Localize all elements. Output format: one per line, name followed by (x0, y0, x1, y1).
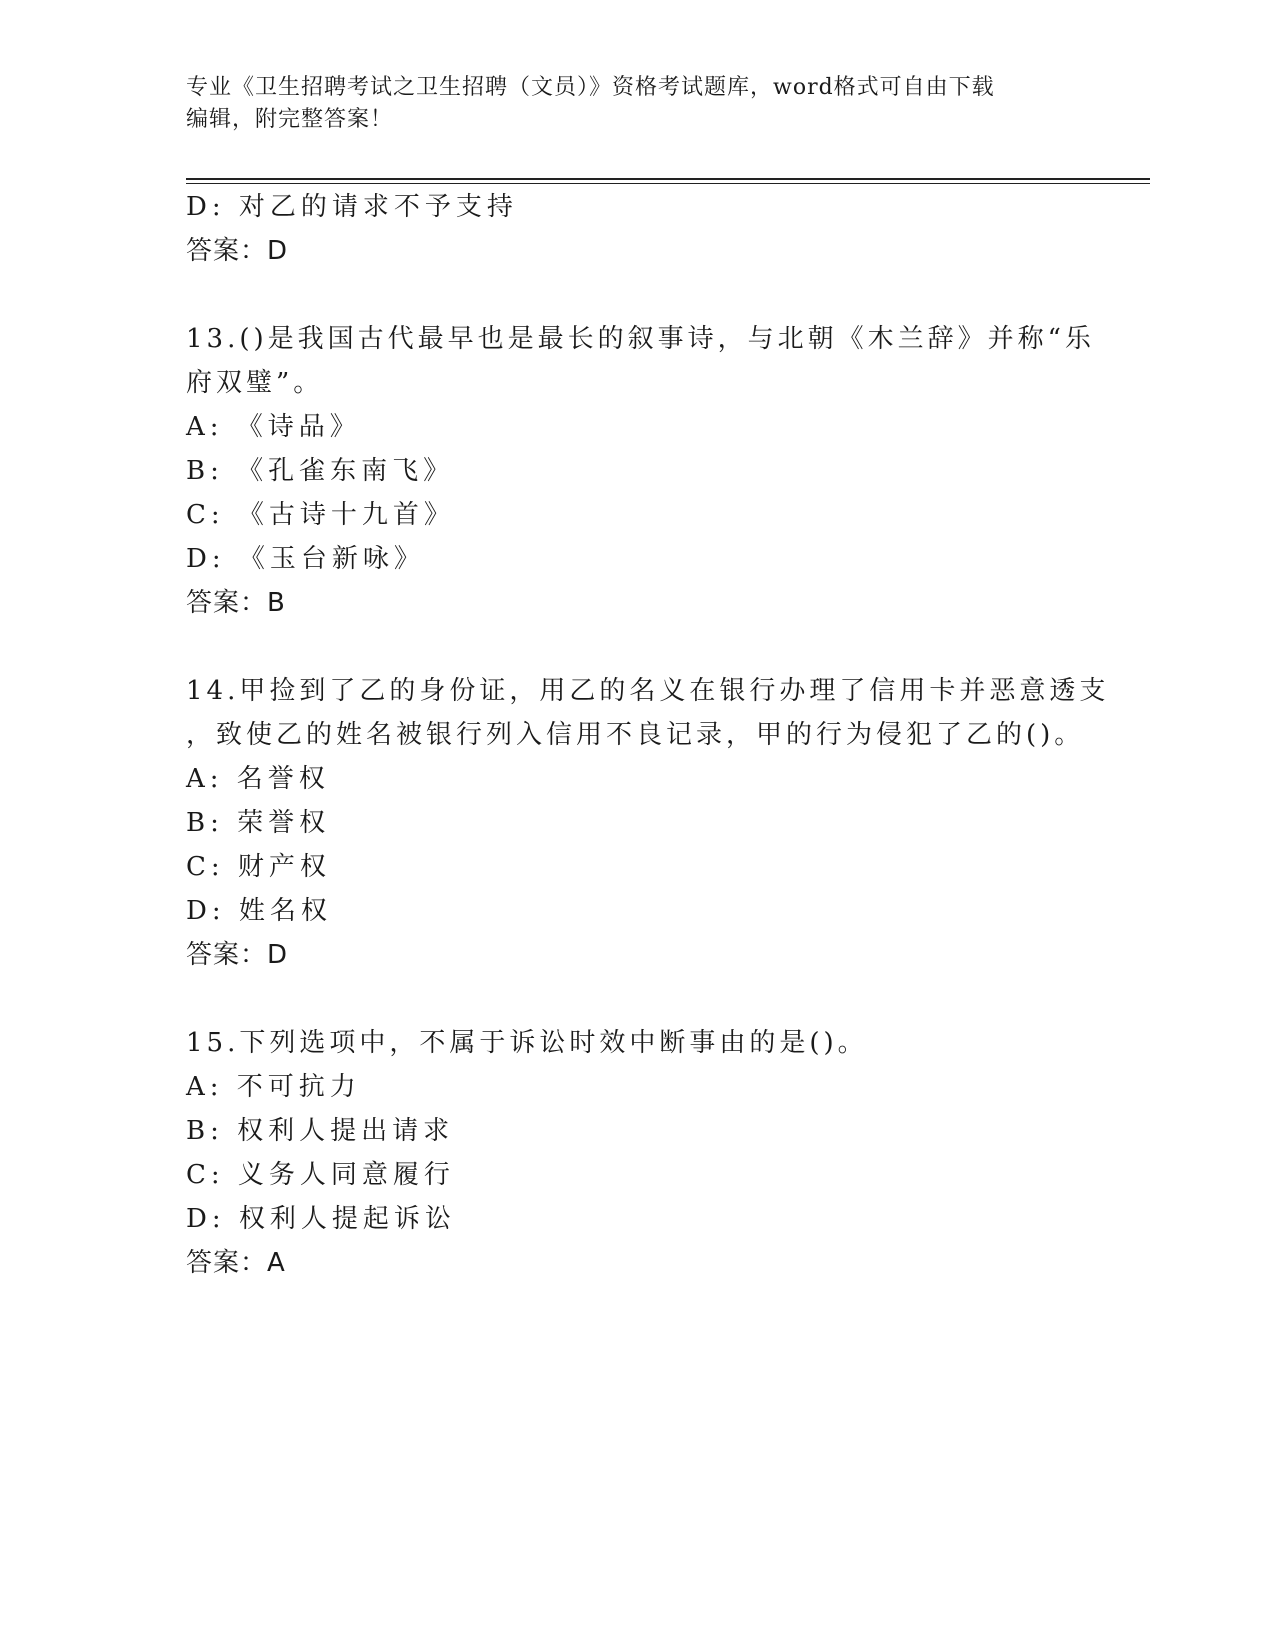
q14-option-b: B: 荣誉权 (186, 808, 331, 838)
q13-stem-line-1: 13.()是我国古代最早也是最长的叙事诗，与北朝《木兰辞》并称“乐 (186, 324, 1095, 354)
q15-option-d: D: 权利人提起诉讼 (186, 1204, 456, 1234)
document-header-note (186, 72, 1066, 136)
q15-option-c: C: 义务人同意履行 (186, 1160, 455, 1190)
header-note-line-2: 编辑，附完整答案！ (186, 107, 394, 132)
q14-option-c: C: 财产权 (186, 852, 331, 882)
q14-answer: 答案：D (186, 940, 289, 970)
prev-option-d: D: 对乙的请求不予支持 (186, 192, 518, 222)
q13-option-d: D: 《玉台新咏》 (186, 544, 425, 574)
header-divider-thin (186, 183, 1150, 184)
header-divider-thick (186, 178, 1150, 180)
q15-option-a: A: 不可抗力 (186, 1072, 361, 1102)
q14-option-d: D: 姓名权 (186, 896, 332, 926)
header-note-line-1: 专业《卫生招聘考试之卫生招聘（文员）》资格考试题库，word格式可自由下载 (186, 75, 995, 100)
q14-stem-line-1: 14.甲捡到了乙的身份证，用乙的名义在银行办理了信用卡并恶意透支 (186, 676, 1110, 706)
q14-option-a: A: 名誉权 (186, 764, 330, 794)
q13-option-a: A: 《诗品》 (186, 412, 361, 442)
q13-answer: 答案：B (186, 588, 286, 618)
q15-option-b: B: 权利人提出请求 (186, 1116, 455, 1146)
q15-stem-line-1: 15.下列选项中，不属于诉讼时效中断事由的是()。 (186, 1028, 868, 1058)
q14-stem-line-2: ，致使乙的姓名被银行列入信用不良记录，甲的行为侵犯了乙的()。 (186, 720, 1085, 750)
q13-option-b: B: 《孔雀东南飞》 (186, 456, 455, 486)
q13-stem-line-2: 府双璧”。 (186, 368, 324, 398)
prev-answer: 答案：D (186, 236, 289, 266)
q15-answer: 答案：A (186, 1248, 286, 1278)
q13-option-c: C: 《古诗十九首》 (186, 500, 455, 530)
